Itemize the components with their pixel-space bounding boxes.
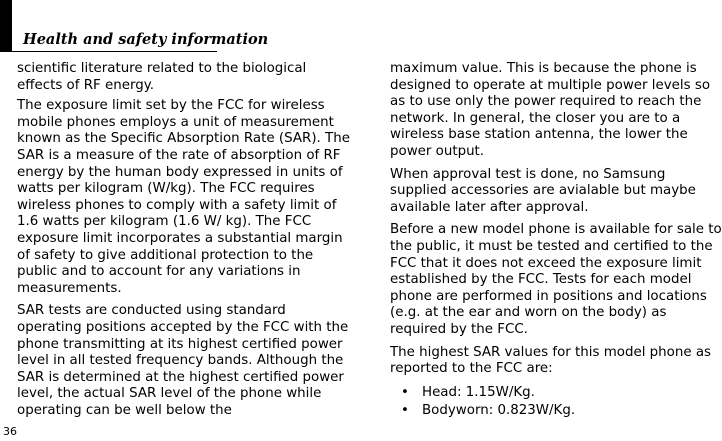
list-item-text: Bodyworn: 0.823W/Kg. bbox=[422, 402, 576, 418]
list-item-text: Head: 1.15W/Kg. bbox=[422, 384, 535, 400]
bullet-icon: • bbox=[401, 384, 409, 400]
paragraph: maximum value. This is because the phone is designed to operate at multiple power levels so as to use only the power required to reach the network. In general, the closer you are to a wireless base station antenna, the lower the power output. bbox=[390, 61, 711, 159]
paragraph: When approval test is done, no Samsung supplied accessories are avialable but maybe available later after approval. bbox=[390, 166, 696, 215]
paragraph: The highest SAR values for this model phone as reported to the FCC are: bbox=[390, 344, 712, 377]
list-item bbox=[390, 384, 722, 402]
sar-values-list bbox=[390, 384, 722, 420]
paragraph: The exposure limit set by the FCC for wireless mobile phones employs a unit of measurement known as the Specific Absorption Rate (SAR). The SAR is a measure of the rate of absorption of RF energy by the human body expressed in units of watts per kilogram (W/kg). The FCC requires wireless phones to comply with a safety limit of 1.6 watts per kilogram (1.6 W/ kg). The FCC exposure limit incorporates a substantial margin of safety to give additional protection to the public and to account for any variations in measurements. bbox=[17, 98, 350, 296]
right-column bbox=[390, 61, 722, 420]
paragraph: SAR tests are conducted using standard operating positions accepted by the FCC with the phone transmitting at its highest certified power level in all tested frequency bands. Although the SAR is determined at the highest certified power level, the actual SAR level of the phone while operating can be well below the bbox=[17, 303, 349, 418]
page-number: 36 bbox=[3, 425, 17, 438]
left-column bbox=[17, 61, 353, 425]
header-divider bbox=[11, 51, 217, 52]
bullet-icon: • bbox=[401, 402, 409, 418]
paragraph: scientific literature related to the biological effects of RF energy. bbox=[17, 61, 307, 93]
header-accent-bar bbox=[0, 0, 12, 52]
section-title: Health and safety information bbox=[23, 31, 269, 48]
paragraph: Before a new model phone is available for sale to the public, it must be tested and certified to the FCC that it does not exceed the exposure limit established by the FCC. Tests for each model phone are performed in positions and locations (e.g. at the ear and worn on the body) as required by the FCC. bbox=[390, 222, 722, 337]
list-item bbox=[390, 402, 722, 420]
